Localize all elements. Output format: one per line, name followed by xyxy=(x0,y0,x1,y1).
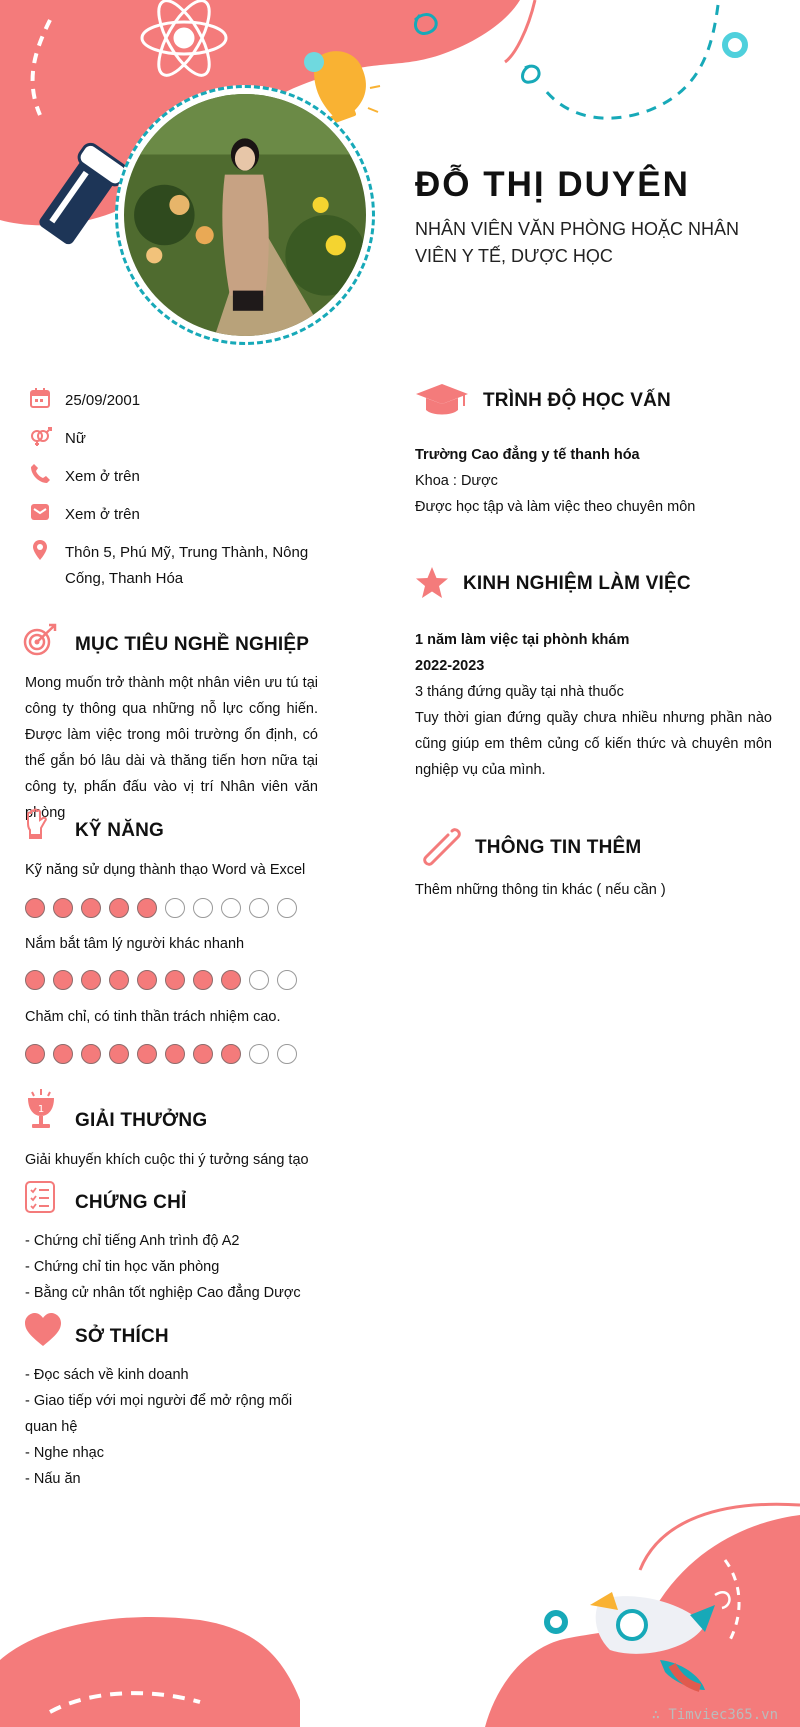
candidate-role: NHÂN VIÊN VĂN PHÒNG HOẶC NHÂN VIÊN Y TẾ, DƯỢC HỌC xyxy=(415,219,740,266)
svg-text:1: 1 xyxy=(37,1104,45,1115)
rating-dot-filled xyxy=(25,1044,45,1064)
rating-dot-empty xyxy=(249,1044,269,1064)
rating-dot-filled xyxy=(81,1044,101,1064)
education-title: TRÌNH ĐỘ HỌC VẤN xyxy=(483,390,671,411)
raised-fist-icon xyxy=(22,808,52,842)
experience-period: 2022-2023 xyxy=(415,658,485,674)
rating-dot-filled xyxy=(109,898,129,918)
hobbies-title: SỞ THÍCH xyxy=(75,1326,169,1347)
watermark: ∴ Timviec365.vn xyxy=(651,1707,778,1723)
gender-text: Nữ xyxy=(65,430,86,447)
ring-icon xyxy=(725,35,745,55)
extra-info-title: THÔNG TIN THÊM xyxy=(475,837,642,858)
education-school: Trường Cao đẳng y tế thanh hóa xyxy=(415,447,640,463)
rating-dot-filled xyxy=(109,1044,129,1064)
checklist-icon xyxy=(24,1180,56,1214)
rating-dot-filled xyxy=(25,970,45,990)
skill-label: Kỹ năng sử dụng thành thạo Word và Excel xyxy=(25,862,306,878)
rating-dot-filled xyxy=(81,898,101,918)
rating-dot-filled xyxy=(53,970,73,990)
rating-dot-filled xyxy=(137,898,157,918)
rating-dot-filled xyxy=(25,898,45,918)
certificate-item: - Chứng chỉ tiếng Anh trình độ A2 xyxy=(25,1233,240,1249)
skill-rating xyxy=(25,898,297,918)
rating-dot-filled xyxy=(137,1044,157,1064)
objective-text: Mong muốn trở thành một nhân viên ưu tú tại công ty thông qua những nỗ lực cống hiến. Được làm việc trong môi trường ổn định, có thể gắn bó lâu dài và thăng tiến hơn nữa tại công ty, phấn đấu vào vị trí Nhân viên văn phòng xyxy=(25,675,318,821)
rating-dot-filled xyxy=(165,970,185,990)
skill-label: Chăm chỉ, có tinh thần trách nhiệm cao. xyxy=(25,1009,281,1025)
profile-photo xyxy=(124,94,366,336)
rating-dot-empty xyxy=(277,898,297,918)
graduation-cap-icon xyxy=(414,382,470,418)
rating-dot-empty xyxy=(277,1044,297,1064)
skill-rating xyxy=(25,1044,297,1064)
certificates-title: CHỨNG CHỈ xyxy=(75,1192,187,1213)
skill-label: Nắm bắt tâm lý người khác nhanh xyxy=(25,936,245,952)
rating-dot-filled xyxy=(109,970,129,990)
education-block xyxy=(415,442,785,520)
experience-position: 1 năm làm việc tại phònh khám xyxy=(415,632,630,648)
birthday-text: 25/09/2001 xyxy=(65,392,141,409)
rating-dot-filled xyxy=(193,1044,213,1064)
experience-block xyxy=(415,627,772,783)
awards-text: Giải khuyến khích cuộc thi ý tưởng sáng tạo xyxy=(25,1152,309,1168)
experience-detail: 3 tháng đứng quầy tại nhà thuốc xyxy=(415,684,624,700)
star-icon xyxy=(414,565,450,601)
heart-icon xyxy=(24,1313,62,1347)
phone-icon xyxy=(28,462,52,486)
trophy-icon xyxy=(24,1088,58,1132)
email-text: Xem ở trên xyxy=(65,506,140,523)
hobbies-list xyxy=(25,1362,325,1492)
rating-dot-empty xyxy=(221,898,241,918)
phone-text: Xem ở trên xyxy=(65,468,140,485)
rating-dot-filled xyxy=(221,970,241,990)
calendar-icon xyxy=(28,386,52,410)
rating-dot-empty xyxy=(277,970,297,990)
rating-dot-empty xyxy=(249,970,269,990)
skills-title: KỸ NĂNG xyxy=(75,820,165,841)
target-icon xyxy=(22,622,58,658)
rating-dot-filled xyxy=(165,1044,185,1064)
hobby-item: - Nấu ăn xyxy=(25,1471,81,1487)
skill-rating xyxy=(25,970,297,990)
gender-icon xyxy=(28,424,52,448)
experience-title: KINH NGHIỆM LÀM VIỆC xyxy=(463,573,691,594)
mail-icon xyxy=(28,500,52,524)
rating-dot-filled xyxy=(53,898,73,918)
rating-dot-filled xyxy=(137,970,157,990)
certificate-item: - Chứng chỉ tin học văn phòng xyxy=(25,1259,220,1275)
objective-title: MỤC TIÊU NGHỀ NGHIỆP xyxy=(75,634,310,655)
certificate-item: - Bằng cử nhân tốt nghiệp Cao đẳng Dược xyxy=(25,1285,301,1301)
extra-info-text: Thêm những thông tin khác ( nếu cần ) xyxy=(415,882,666,898)
education-note: Được học tập và làm việc theo chuyên môn xyxy=(415,499,696,515)
education-faculty: Khoa : Dược xyxy=(415,473,498,489)
rating-dot-filled xyxy=(53,1044,73,1064)
hobby-item: - Giao tiếp với mọi người để mở rộng mối quan hệ xyxy=(25,1393,293,1435)
profile-photo-frame xyxy=(115,85,375,345)
rating-dot-empty xyxy=(249,898,269,918)
candidate-name: ĐỖ THỊ DUYÊN xyxy=(415,165,690,204)
hobby-item: - Nghe nhạc xyxy=(25,1445,104,1461)
location-pin-icon xyxy=(28,538,52,562)
rating-dot-filled xyxy=(193,970,213,990)
rating-dot-empty xyxy=(165,898,185,918)
address-text: Thôn 5, Phú Mỹ, Trung Thành, Nông Cống, Thanh Hóa xyxy=(65,544,309,587)
experience-description: Tuy thời gian đứng quầy chưa nhiều nhưng phần nào cũng giúp em thêm củng cố kiến thức và chuyên môn nghiệp vụ của mình. xyxy=(415,710,772,778)
awards-title: GIẢI THƯỞNG xyxy=(75,1110,208,1131)
hobby-item: - Đọc sách về kinh doanh xyxy=(25,1367,189,1383)
bottom-left-blob xyxy=(0,1617,300,1727)
certificates-list xyxy=(25,1228,325,1306)
rating-dot-filled xyxy=(221,1044,241,1064)
rating-dot-empty xyxy=(193,898,213,918)
rating-dot-filled xyxy=(81,970,101,990)
paperclip-icon xyxy=(418,825,462,869)
